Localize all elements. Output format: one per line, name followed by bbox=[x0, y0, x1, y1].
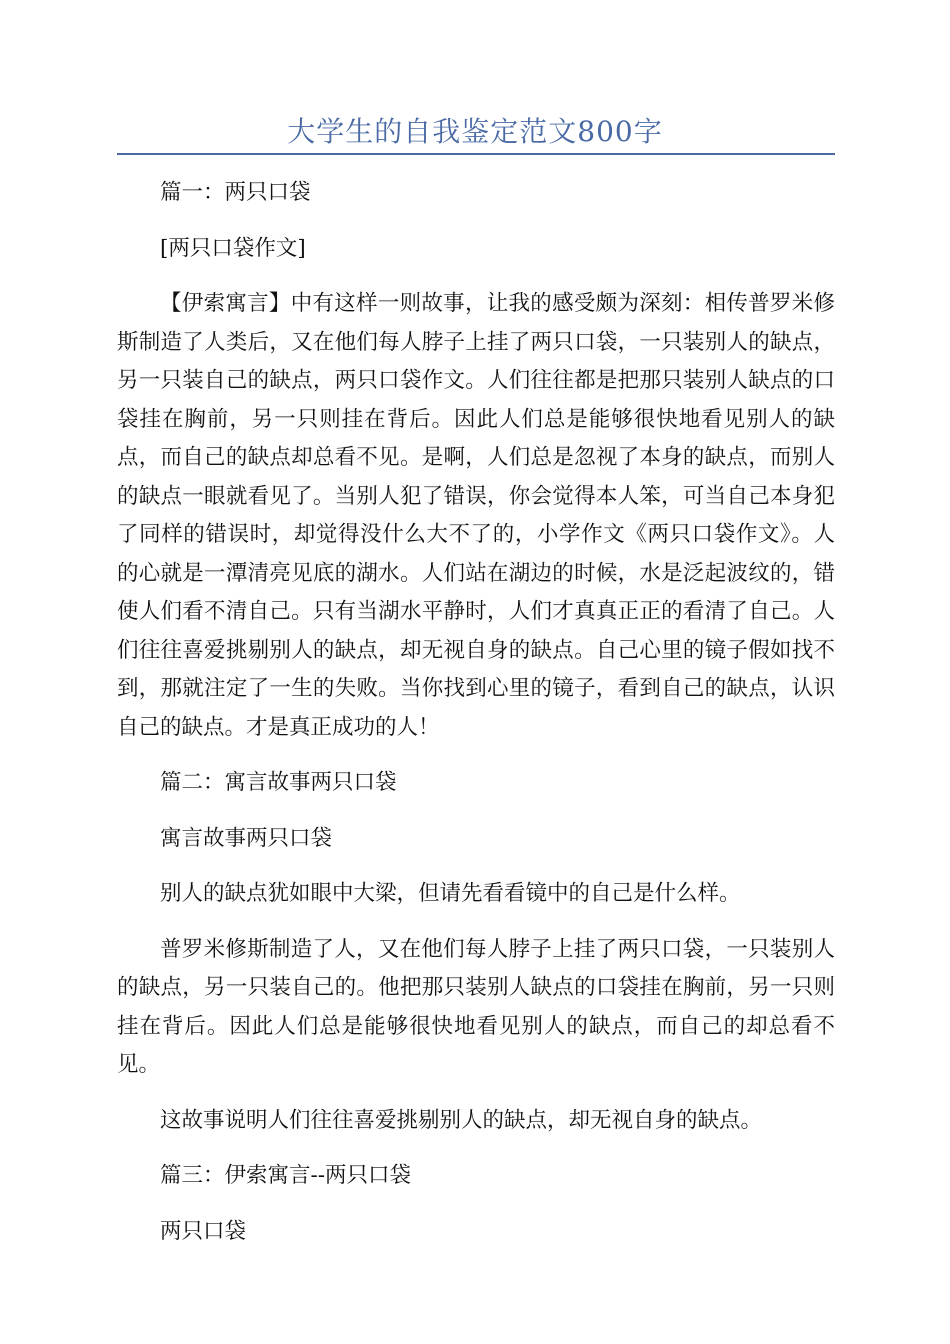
section-heading-2: 篇二：寓言故事两只口袋 bbox=[160, 770, 397, 795]
document-body bbox=[117, 174, 835, 1268]
body-paragraph-1: 【伊索寓言】中有这样一则故事，让我的感受颇为深刻：相传普罗米修斯制造了人类后，又在他们每人脖子上挂了两只口袋，一只装别人的缺点，另一只装自己的缺点，两只口袋作文。人们往往都是把那只装别人缺点的口袋挂在胸前，另一只则挂在背后。因此人们总是能够很快地看见别人的缺点，而自己的缺点却总看不见。是啊，人们总是忽视了本身的缺点，而别人的缺点一眼就看见了。当别人犯了错误，你会觉得本人笨，可当自己本身犯了同样的错误时，却觉得没什么大不了的，小学作文《两只口袋作文》。人的心就是一潭清亮见底的湖水。人们站在湖边的时候，水是泛起波纹的，错使人们看不清自己。只有当湖水平静时，人们才真真正正的看清了自己。人们往往喜爱挑剔别人的缺点，却无视自身的缺点。自己心里的镜子假如找不到，那就注定了一生的失败。当你找到心里的镜子，看到自己的缺点，认识自己的缺点。才是真正成功的人！ bbox=[117, 291, 835, 740]
body-paragraph-4: 这故事说明人们往往喜爱挑剔别人的缺点，却无视自身的缺点。 bbox=[160, 1107, 763, 1133]
subtitle-2: 寓言故事两只口袋 bbox=[160, 825, 333, 851]
body-paragraph-2: 别人的缺点犹如眼中大梁，但请先看看镜中的自己是什么样。 bbox=[160, 881, 741, 906]
subtitle-1: [两只口袋作文] bbox=[160, 235, 306, 261]
section-heading-3: 篇三：伊索寓言--两只口袋 bbox=[160, 1163, 412, 1188]
body-paragraph-3: 普罗米修斯制造了人，又在他们每人脖子上挂了两只口袋，一只装别人的缺点，另一只装自己的。他把那只装别人缺点的口袋挂在胸前，另一只则挂在背后。因此人们总是能够很快地看见别人的缺点，而自己的却总看不见。 bbox=[117, 936, 835, 1077]
section-heading-1: 篇一：两只口袋 bbox=[160, 180, 311, 205]
subtitle-3: 两只口袋 bbox=[160, 1218, 247, 1244]
document-title: 大学生的自我鉴定范文800字 bbox=[287, 115, 663, 148]
title-underline bbox=[117, 153, 835, 155]
